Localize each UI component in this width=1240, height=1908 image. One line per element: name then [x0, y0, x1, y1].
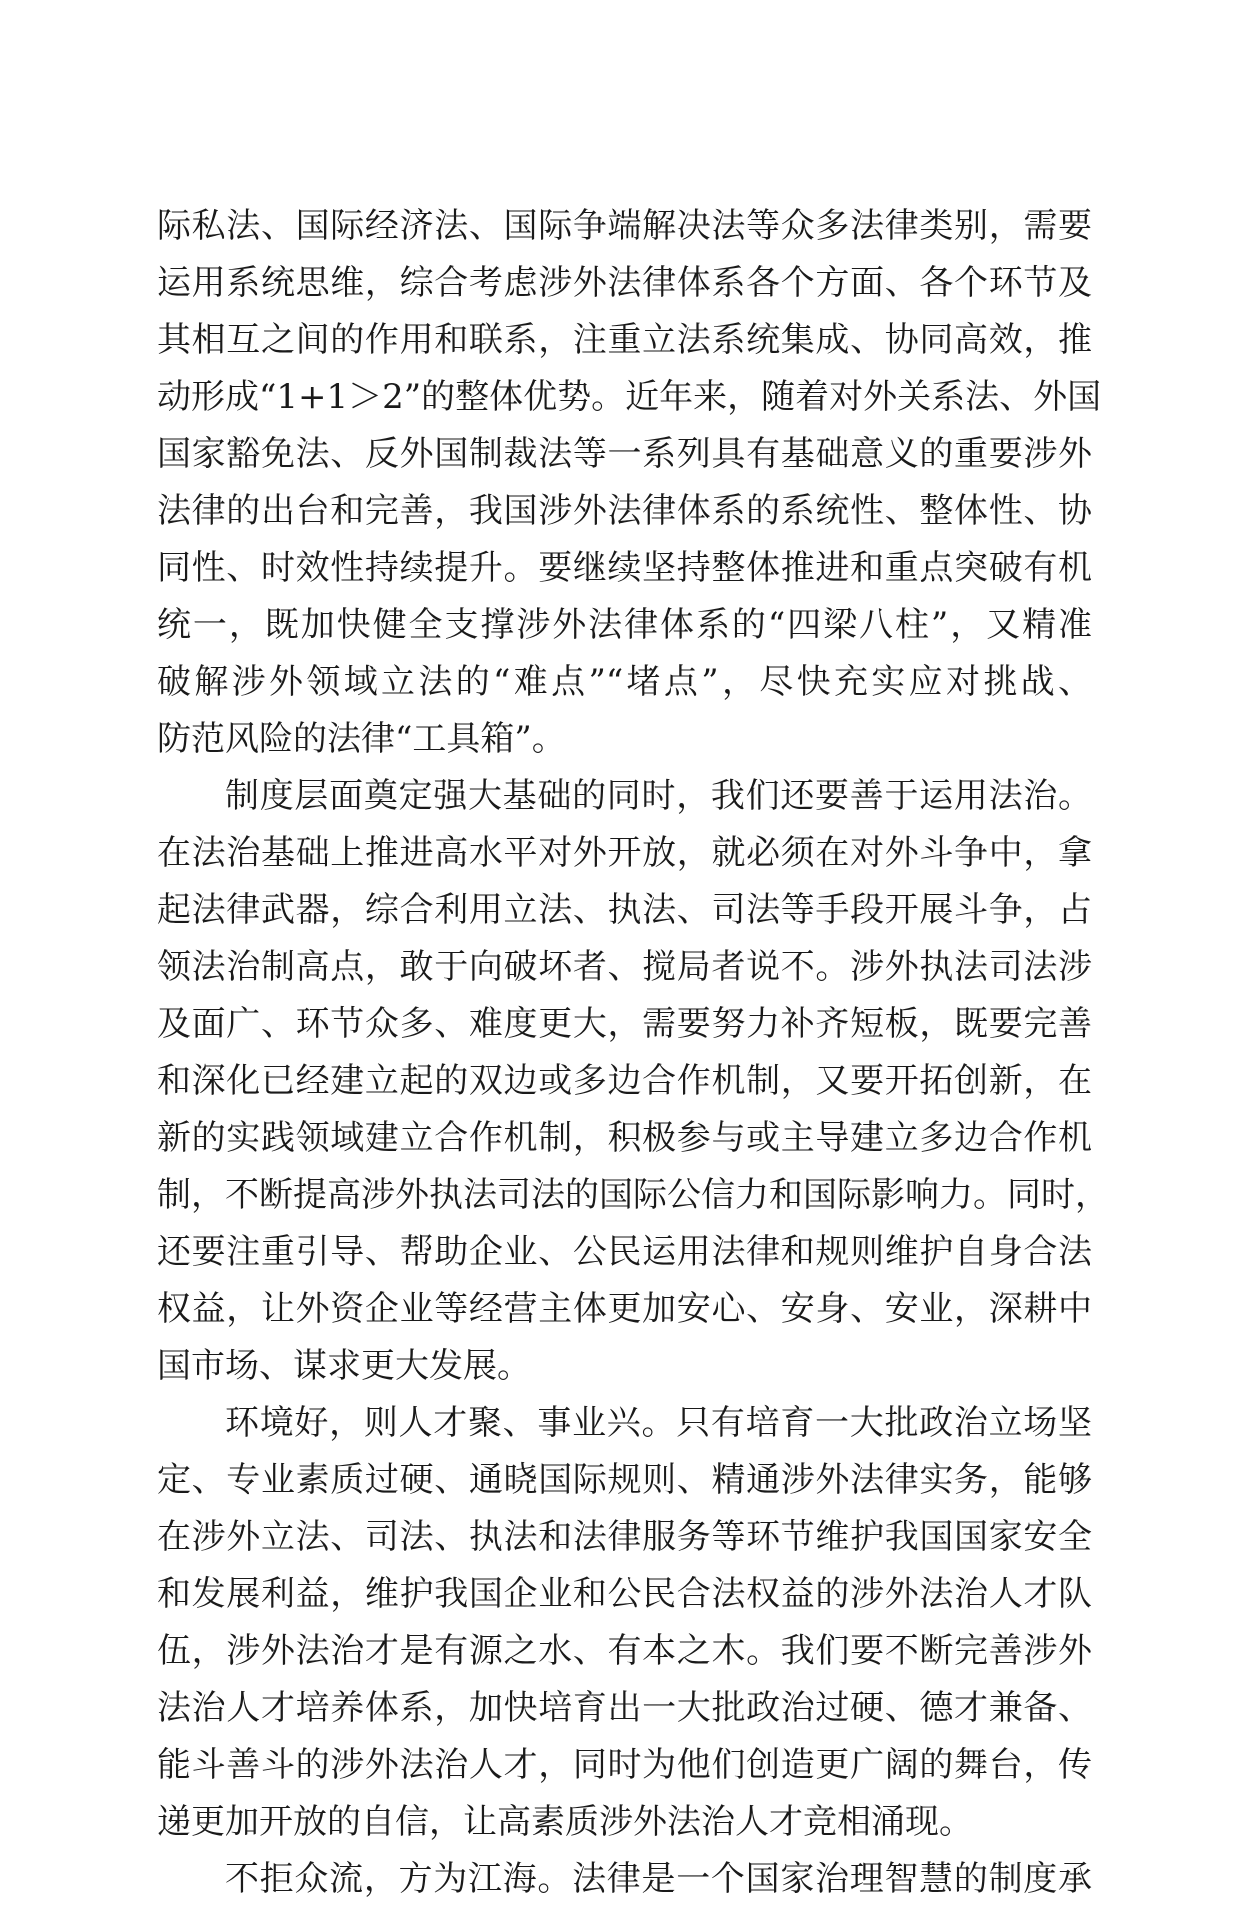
paragraph-1-line-5: 国家豁免法、反外国制裁法等一系列具有基础意义的重要涉外: [157, 434, 1092, 474]
paragraph-2-line-3: 起法律武器，综合利用立法、执法、司法等手段开展斗争，占: [157, 890, 1092, 930]
paragraph-1-line-7: 同性、时效性持续提升。要继续坚持整体推进和重点突破有机: [157, 548, 1092, 588]
paragraph-1-line-9: 破解涉外领域立法的“难点”“堵点”，尽快充实应对挑战、: [157, 662, 1092, 702]
paragraph-3-line-7: 能斗善斗的涉外法治人才，同时为他们创造更广阔的舞台，传: [157, 1745, 1092, 1785]
paragraph-3-line-1: 环境好，则人才聚、事业兴。只有培育一大批政治立场坚: [225, 1403, 1092, 1443]
paragraph-1-line-3: 其相互之间的作用和联系，注重立法系统集成、协同高效，推: [157, 320, 1092, 360]
paragraph-3-line-5: 伍，涉外法治才是有源之水、有本之木。我们要不断完善涉外: [157, 1631, 1092, 1671]
paragraph-2-line-10: 权益，让外资企业等经营主体更加安心、安身、安业，深耕中: [157, 1289, 1092, 1329]
body-text: [157, 198, 1109, 1908]
paragraph-1-line-2: 运用系统思维，综合考虑涉外法律体系各个方面、各个环节及: [157, 263, 1092, 303]
paragraph-2-line-5: 及面广、环节众多、难度更大，需要努力补齐短板，既要完善: [157, 1004, 1092, 1044]
paragraph-1-line-10: 防范风险的法律“工具箱”。: [157, 719, 566, 759]
paragraph-1-line-4: 动形成“1+1＞2”的整体优势。近年来，随着对外关系法、外国: [157, 377, 1102, 417]
paragraph-3-line-6: 法治人才培养体系，加快培育出一大批政治过硬、德才兼备、: [157, 1688, 1092, 1728]
paragraph-2-line-1: 制度层面奠定强大基础的同时，我们还要善于运用法治。: [225, 776, 1092, 816]
paragraph-3-line-2: 定、专业素质过硬、通晓国际规则、精通涉外法律实务，能够: [157, 1460, 1092, 1500]
paragraph-2-line-7: 新的实践领域建立合作机制，积极参与或主导建立多边合作机: [157, 1118, 1092, 1158]
paragraph-2-line-8: 制，不断提高涉外执法司法的国际公信力和国际影响力。同时，: [157, 1175, 1109, 1215]
paragraph-2-line-6: 和深化已经建立起的双边或多边合作机制，又要开拓创新，在: [157, 1061, 1092, 1101]
paragraph-1-line-8: 统一，既加快健全支撑涉外法律体系的“四梁八柱”，又精准: [157, 605, 1092, 645]
paragraph-3-line-3: 在涉外立法、司法、执法和法律服务等环节维护我国国家安全: [157, 1517, 1092, 1557]
paragraph-2-line-2: 在法治基础上推进高水平对外开放，就必须在对外斗争中，拿: [157, 833, 1092, 873]
paragraph-1-line-6: 法律的出台和完善，我国涉外法律体系的系统性、整体性、协: [157, 491, 1092, 531]
paragraph-2-line-4: 领法治制高点，敢于向破坏者、搅局者说不。涉外执法司法涉: [157, 947, 1092, 987]
paragraph-1-line-1: 际私法、国际经济法、国际争端解决法等众多法律类别，需要: [157, 206, 1092, 246]
paragraph-2-line-11: 国市场、谋求更大发展。: [157, 1346, 531, 1386]
paragraph-3-line-8: 递更加开放的自信，让高素质涉外法治人才竞相涌现。: [157, 1802, 973, 1842]
paragraph-4-line-1: 不拒众流，方为江海。法律是一个国家治理智慧的制度承: [225, 1859, 1092, 1899]
paragraph-2-line-9: 还要注重引导、帮助企业、公民运用法律和规则维护自身合法: [157, 1232, 1092, 1272]
paragraph-3-line-4: 和发展利益，维护我国企业和公民合法权益的涉外法治人才队: [157, 1574, 1092, 1614]
